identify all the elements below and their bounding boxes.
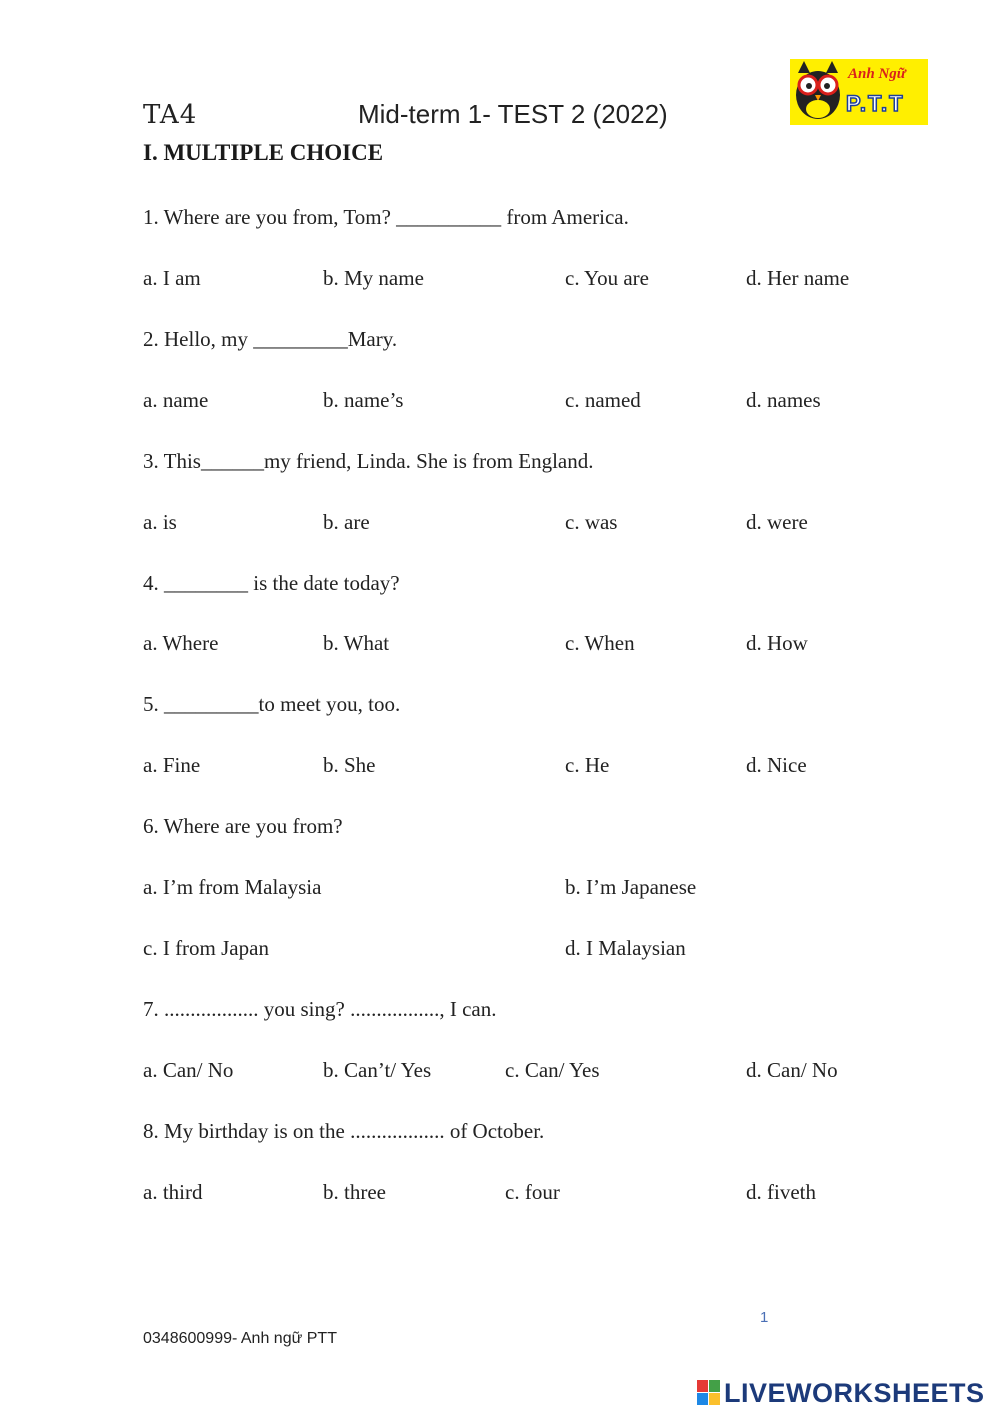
- logo-top-text: Anh Ngữ: [848, 66, 906, 82]
- option-a: a. third: [143, 1180, 203, 1204]
- option-d: d. were: [746, 510, 808, 534]
- option-b: b. My name: [323, 266, 424, 290]
- logo: [790, 59, 928, 125]
- logo-main-text: P.T.T: [846, 91, 905, 116]
- question-text: 6. Where are you from?: [143, 814, 343, 838]
- option-b: b. are: [323, 510, 370, 534]
- option-c: c. I from Japan: [143, 936, 269, 960]
- option-c: c. Can/ Yes: [505, 1058, 600, 1082]
- option-a: a. I am: [143, 266, 201, 290]
- option-b: b. What: [323, 631, 390, 655]
- option-d: d. names: [746, 388, 821, 412]
- option-a: a. Where: [143, 631, 219, 655]
- footer-contact: 0348600999- Anh ngữ PTT: [143, 1330, 337, 1347]
- liveworksheets-badge-icon: [697, 1380, 721, 1406]
- option-c: c. When: [565, 631, 635, 655]
- option-b: b. name’s: [323, 388, 404, 412]
- question-text: 3. This______my friend, Linda. She is from England.: [143, 449, 594, 473]
- option-c: c. named: [565, 388, 641, 412]
- watermark-text: LIVEWORKSHEETS: [724, 1378, 985, 1408]
- question-text: 1. Where are you from, Tom? __________ from America.: [143, 205, 629, 229]
- option-b: b. She: [323, 753, 376, 777]
- option-c: c. was: [565, 510, 618, 534]
- test-code: TA4: [143, 100, 198, 130]
- option-d: d. Nice: [746, 753, 807, 777]
- page-title: Mid-term 1- TEST 2 (2022): [358, 99, 668, 129]
- option-d: d. How: [746, 631, 808, 655]
- option-a: a. Fine: [143, 753, 201, 777]
- question-text: 7. .................. you sing? ................., I can.: [143, 997, 497, 1021]
- question-text: 8. My birthday is on the .................. of October.: [143, 1119, 545, 1143]
- option-c: c. four: [505, 1180, 560, 1204]
- question-text: 4. ________ is the date today?: [143, 571, 400, 595]
- option-a: a. Can/ No: [143, 1058, 234, 1082]
- option-a: a. I’m from Malaysia: [143, 875, 322, 899]
- option-b: b. three: [323, 1180, 386, 1204]
- option-d: d. fiveth: [746, 1180, 816, 1204]
- option-d: d. I Malaysian: [565, 936, 686, 960]
- option-c: c. You are: [565, 266, 649, 290]
- option-b: b. Can’t/ Yes: [323, 1058, 432, 1082]
- option-d: d. Her name: [746, 266, 850, 290]
- owl-icon: [790, 59, 850, 125]
- option-d: d. Can/ No: [746, 1058, 838, 1082]
- option-a: a. is: [143, 510, 177, 534]
- section-title: I. MULTIPLE CHOICE: [143, 140, 384, 165]
- question-text: 5. _________to meet you, too.: [143, 692, 401, 716]
- option-c: c. He: [565, 753, 610, 777]
- option-a: a. name: [143, 388, 209, 412]
- option-b: b. I’m Japanese: [565, 875, 697, 899]
- page-number: 1: [760, 1309, 769, 1326]
- question-text: 2. Hello, my _________Mary.: [143, 327, 398, 351]
